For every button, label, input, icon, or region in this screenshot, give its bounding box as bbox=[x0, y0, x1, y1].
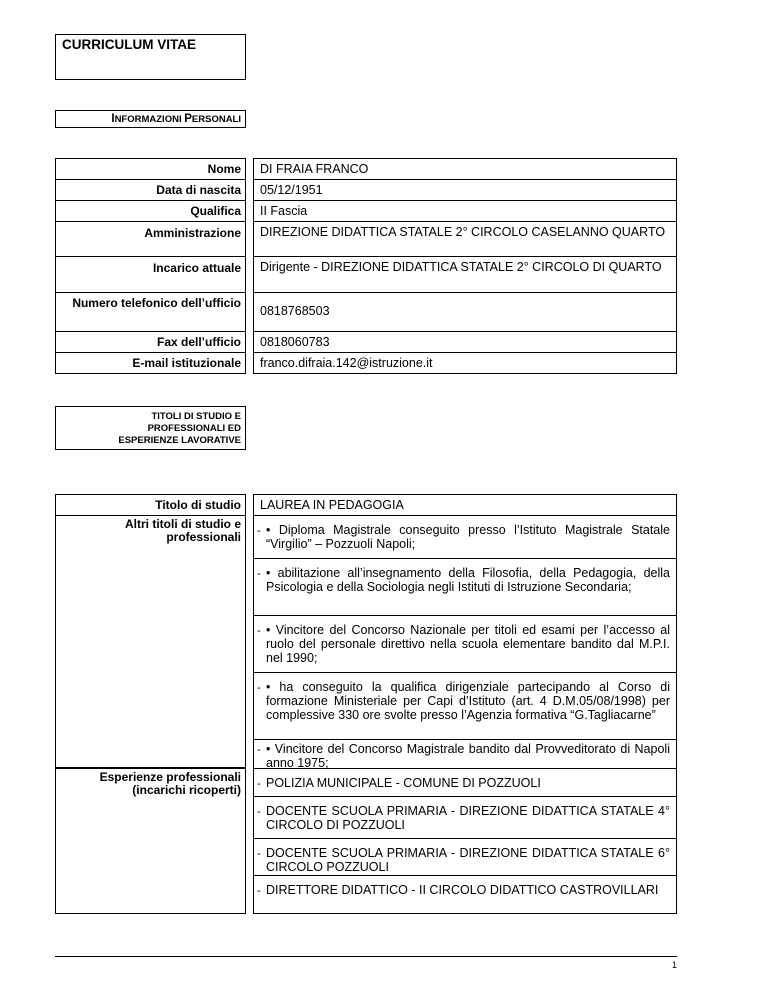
cv-title-box bbox=[55, 34, 246, 80]
dash-marker: - bbox=[257, 682, 261, 694]
value-email: franco.difraia.142@istruzione.it bbox=[253, 352, 677, 374]
list-item-text: • abilitazione all’insegnamento della Filosofia, della Pedagogia, della Psicologia e della Sociologia negli Istituti di Istruzione Secondaria; bbox=[266, 566, 670, 594]
section-letter: P bbox=[184, 113, 192, 125]
list-item bbox=[253, 672, 677, 740]
dash-marker: - bbox=[257, 625, 261, 637]
dash-marker: - bbox=[257, 525, 261, 537]
section-line: TITOLI DI STUDIO E bbox=[151, 411, 241, 422]
label-data-nascita: Data di nascita bbox=[55, 179, 246, 201]
list-item-text: • ha conseguito la qualifica dirigenziale partecipando al Corso di formazione Ministeriale per Capi d’Istituto (art. 4 D.M.05/08/1998) per complessive 330 ore svolte presso l’Agenzia formativa “G.Tagliacarne” bbox=[266, 680, 670, 722]
list-item bbox=[253, 875, 677, 914]
list-item-text: POLIZIA MUNICIPALE - COMUNE DI POZZUOLI bbox=[266, 776, 541, 790]
label-amministrazione: Amministrazione bbox=[55, 221, 246, 257]
list-item-text: DOCENTE SCUOLA PRIMARIA - DIREZIONE DIDATTICA STATALE 6° CIRCOLO POZZUOLI bbox=[266, 846, 670, 874]
list-item bbox=[253, 515, 677, 559]
section-word: ERSONALI bbox=[191, 114, 241, 125]
dash-marker: - bbox=[257, 806, 261, 818]
dash-marker: - bbox=[257, 744, 261, 756]
label-incarico-attuale: Incarico attuale bbox=[55, 256, 246, 293]
label-telefono: Numero telefonico dell’ufficio bbox=[55, 292, 246, 332]
dash-marker: - bbox=[257, 568, 261, 580]
list-item bbox=[253, 615, 677, 673]
section-letter: I bbox=[111, 113, 115, 125]
label-titolo-studio: Titolo di studio bbox=[55, 494, 246, 516]
list-item-text: • Vincitore del Concorso Nazionale per titoli ed esami per l’accesso al ruolo del personale direttivo nella scuola elementare bandito dal M.P.I. nel 1990; bbox=[266, 623, 670, 665]
section-titles-heading bbox=[55, 406, 246, 450]
label-email: E-mail istituzionale bbox=[55, 352, 246, 374]
list-item bbox=[253, 739, 677, 769]
value-telefono: 0818768503 bbox=[253, 292, 677, 332]
section-word: NFORMAZIONI bbox=[114, 114, 182, 125]
value-qualifica: II Fascia bbox=[253, 200, 677, 222]
page-number: 1 bbox=[671, 960, 677, 970]
section-personal-heading bbox=[55, 110, 246, 128]
list-item-text: • Diploma Magistrale conseguito presso l’Istituto Magistrale Statale “Virgilio” – Pozzuoli Napoli; bbox=[266, 523, 670, 551]
value-fax: 0818060783 bbox=[253, 331, 677, 353]
value-titolo-studio: LAUREA IN PEDAGOGIA bbox=[253, 494, 677, 516]
value-incarico-attuale: Dirigente - DIREZIONE DIDATTICA STATALE 2° CIRCOLO DI QUARTO bbox=[253, 256, 677, 293]
list-item bbox=[253, 558, 677, 616]
list-item-text: DIRETTORE DIDATTICO - II CIRCOLO DIDATTICO CASTROVILLARI bbox=[266, 883, 659, 897]
section-line: PROFESSIONALI ED bbox=[147, 423, 241, 434]
dash-marker: - bbox=[257, 885, 261, 897]
value-data-nascita: 05/12/1951 bbox=[253, 179, 677, 201]
dash-marker: - bbox=[257, 778, 261, 790]
value-amministrazione: DIREZIONE DIDATTICA STATALE 2° CIRCOLO CASELANNO QUARTO bbox=[253, 221, 677, 257]
list-item-text: • Vincitore del Concorso Magistrale bandito dal Provveditorato di Napoli anno 1975; bbox=[266, 742, 670, 770]
list-item-text: DOCENTE SCUOLA PRIMARIA - DIREZIONE DIDATTICA STATALE 4° CIRCOLO DI POZZUOLI bbox=[266, 804, 670, 832]
label-esperienze: Esperienze professionali (incarichi ricoperti) bbox=[55, 768, 246, 914]
value-nome: DI FRAIA FRANCO bbox=[253, 158, 677, 180]
list-item bbox=[253, 768, 677, 797]
page-title: CURRICULUM VITAE bbox=[62, 37, 196, 52]
label-nome: Nome bbox=[55, 158, 246, 180]
label-fax: Fax dell’ufficio bbox=[55, 331, 246, 353]
footer-divider bbox=[55, 956, 677, 957]
list-item bbox=[253, 838, 677, 876]
list-item bbox=[253, 796, 677, 839]
section-line: ESPERIENZE LAVORATIVE bbox=[118, 435, 241, 446]
label-qualifica: Qualifica bbox=[55, 200, 246, 222]
label-altri-titoli: Altri titoli di studio e professionali bbox=[55, 515, 246, 768]
dash-marker: - bbox=[257, 848, 261, 860]
